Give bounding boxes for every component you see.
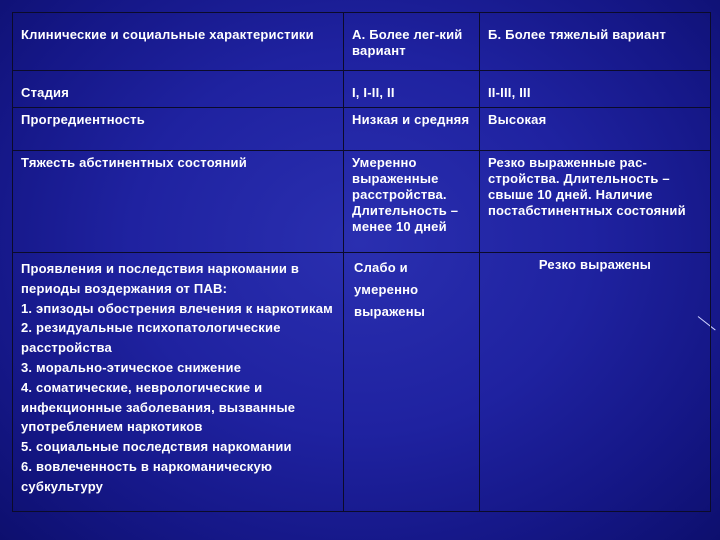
row-abstinence-variant-b: Резко выражены <box>480 253 711 512</box>
table-row <box>13 108 711 151</box>
header-cell-variant-a: А. Более лег-кий вариант <box>344 13 480 71</box>
row-withdrawal-variant-b: Резко выраженные рас-стройства. Длительность – свыше 10 дней. Наличие постабстинентных состояний <box>480 151 711 253</box>
row-progression-variant-a: Низкая и средняя <box>344 108 480 151</box>
row-progression-variant-b: Высокая <box>480 108 711 151</box>
row-stage-variant-b: II-III, III <box>480 71 711 108</box>
table-row <box>13 71 711 108</box>
header-cell-variant-b: Б. Более тяжелый вариант <box>480 13 711 71</box>
comparison-table <box>12 12 711 512</box>
list-item: 6. вовлеченность в наркоманическую субкультуру <box>21 458 273 494</box>
list-item: 3. морально-этическое снижение <box>21 359 242 375</box>
abstinence-manifestations-list <box>13 253 343 501</box>
list-item: 4. соматические, неврологические и инфекционные заболевания, вызванные употреблением наркотиков <box>21 379 296 435</box>
list-item: 1. эпизоды обострения влечения к наркотикам <box>21 300 333 316</box>
list-item: 5. социальные последствия наркомании <box>21 439 292 455</box>
table-row <box>13 253 711 512</box>
row-abstinence-variant-a: Слабо и умеренно выражены <box>344 253 480 512</box>
table-row <box>13 151 711 253</box>
row-abstinence-label <box>13 253 344 512</box>
row-stage-variant-a: I, I-II, II <box>344 71 480 108</box>
row-withdrawal-label: Тяжесть абстинентных состояний <box>13 151 344 253</box>
row-progression-label: Прогредиентность <box>13 108 344 151</box>
list-item: 2. резидуальные психопатологические расстройства <box>21 320 281 356</box>
row-stage-label: Стадия <box>13 71 344 108</box>
header-cell-characteristics: Клинические и социальные характеристики <box>13 13 344 71</box>
table-header-row <box>13 13 711 71</box>
list-item: Проявления и последствия наркомании в периоды воздержания от ПАВ: <box>21 261 300 296</box>
row-withdrawal-variant-a: Умеренно выраженные расстройства. Длительность – менее 10 дней <box>344 151 480 253</box>
